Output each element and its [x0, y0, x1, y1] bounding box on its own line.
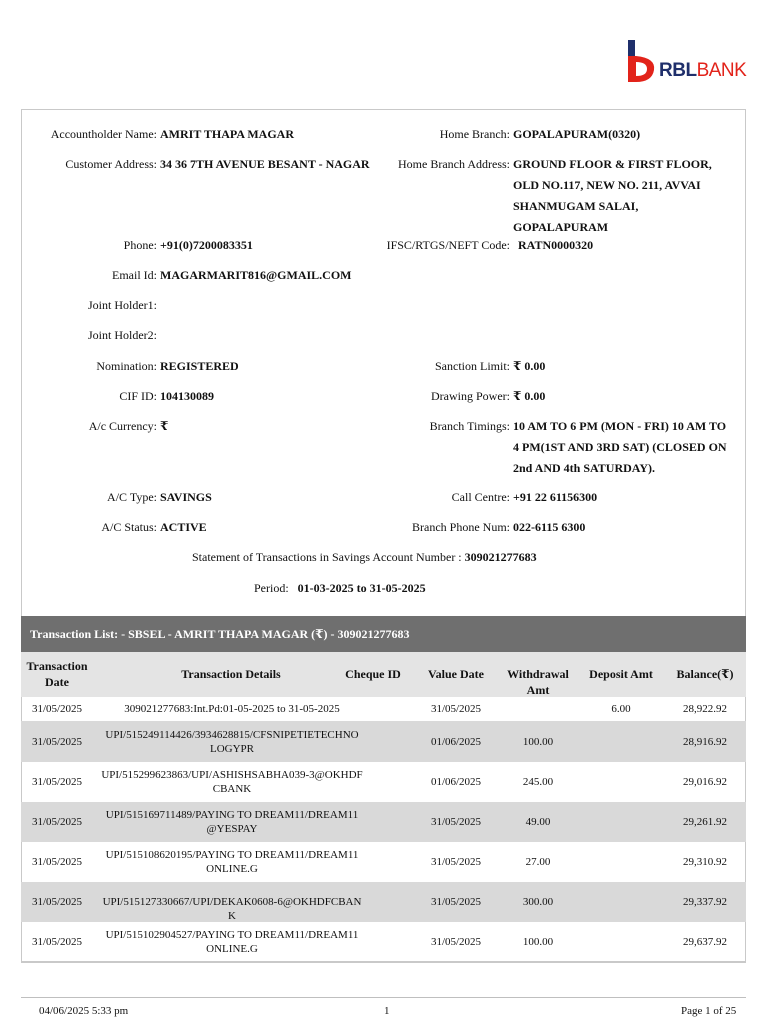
nomination-label: Nomination:: [96, 359, 157, 373]
footer-page-of: Page 1 of 25: [681, 1005, 737, 1017]
cell-withdrawal: 27.00: [525, 856, 551, 868]
cell-deposit: 6.00: [611, 703, 631, 715]
period-line: [254, 578, 426, 598]
cell-balance: 29,261.92: [683, 816, 727, 828]
cell-details: UPI/515102904527/PAYING TO DREAM11/DREAM11 ONLINE.G: [105, 929, 359, 955]
footer-timestamp: 04/06/2025 5:33 pm: [39, 1005, 129, 1017]
cell-details: UPI/515127330667/UPI/DEKAK0608-6@OKHDFCBAN K: [102, 896, 362, 922]
table-row: [21, 882, 746, 922]
cell-balance: 29,337.92: [683, 896, 727, 908]
statement-account-number: 309021277683: [464, 550, 537, 564]
table-row: [21, 802, 746, 842]
transaction-table-header: [21, 652, 746, 697]
call-centre-row: [0, 487, 768, 509]
cell-value-date: 01/06/2025: [430, 776, 482, 788]
holder-label: Accountholder Name:: [50, 127, 157, 141]
footer-divider: [21, 997, 746, 998]
table-row: [21, 762, 746, 802]
ac-status-label: A/C Status:: [101, 520, 157, 534]
branch-phone-label: Branch Phone Num:: [412, 520, 510, 534]
header-cheque-id: Cheque ID: [345, 667, 401, 681]
home-branch-row: [0, 124, 768, 146]
cell-withdrawal: 49.00: [525, 816, 551, 828]
cell-details: UPI/515169711489/PAYING TO DREAM11/DREAM11 @YESPAY: [105, 809, 359, 835]
table-row: [21, 697, 746, 721]
ifsc-value: RATN0000320: [518, 238, 594, 252]
cell-balance: 29,016.92: [683, 776, 727, 788]
email-label: Email Id:: [112, 268, 157, 282]
cell-details: 309021277683:Int.Pd:01-05-2025 to 31-05-2025: [124, 703, 340, 715]
table-row: [21, 842, 746, 882]
branch-address-label: Home Branch Address:: [398, 157, 510, 171]
joint-holder1-label: Joint Holder1:: [88, 298, 157, 312]
timings-label: Branch Timings:: [429, 419, 510, 433]
phone-value: +91(0)7200083351: [160, 238, 253, 252]
ac-status-value: ACTIVE: [160, 520, 207, 534]
header-value-date: Value Date: [428, 667, 484, 681]
branch-phone-value: 022-6115 6300: [513, 520, 586, 534]
cell-withdrawal: 245.00: [522, 776, 554, 788]
branch-phone-row: [0, 517, 768, 539]
rbl-bank-logo: [626, 38, 756, 88]
call-centre-label: Call Centre:: [451, 490, 510, 504]
cell-balance: 28,922.92: [683, 703, 727, 715]
period-label: Period:: [254, 581, 289, 595]
email-row: [0, 265, 768, 287]
cell-value-date: 31/05/2025: [430, 896, 482, 908]
cell-date: 31/05/2025: [31, 735, 83, 748]
home-branch-label: Home Branch:: [439, 127, 510, 141]
address-label: Customer Address:: [65, 157, 157, 171]
sanction-label: Sanction Limit:: [435, 359, 510, 373]
call-centre-value: +91 22 61156300: [513, 490, 598, 504]
joint-holder2-row: [0, 325, 768, 347]
ac-type-label: A/C Type:: [107, 490, 157, 504]
cell-withdrawal: 100.00: [522, 735, 554, 748]
cell-value-date: 31/05/2025: [430, 936, 482, 948]
sanction-row: [0, 356, 768, 378]
ac-type-value: SAVINGS: [160, 490, 212, 504]
cell-details: UPI/515108620195/PAYING TO DREAM11/DREAM11 ONLINE.G: [105, 849, 359, 875]
cell-balance: 29,310.92: [683, 856, 727, 868]
cif-label: CIF ID:: [119, 389, 157, 403]
cell-date: 31/05/2025: [31, 936, 83, 948]
header-deposit-amt: Deposit Amt: [589, 667, 653, 681]
drawing-label: Drawing Power:: [431, 389, 510, 403]
address-value: 34 36 7TH AVENUE BESANT - NAGAR: [160, 157, 370, 171]
cell-date: 31/05/2025: [31, 856, 83, 868]
cell-withdrawal: 100.00: [522, 936, 554, 948]
joint-holder1-row: [0, 295, 768, 317]
holder-value: AMRIT THAPA MAGAR: [160, 127, 295, 141]
cell-value-date: 31/05/2025: [430, 856, 482, 868]
table-row: [21, 721, 746, 762]
branch-address-row: [0, 154, 768, 234]
header-transaction-details: Transaction Details: [181, 667, 281, 681]
logo-rbl-text: RBL: [659, 60, 697, 81]
period-value: 01-03-2025 to 31-05-2025: [297, 581, 426, 595]
drawing-row: [0, 386, 768, 408]
header-transaction-date: Transaction Date: [26, 659, 88, 689]
cell-details: UPI/515249114426/3934628815/CFSNIPETIETECHNO LOGYPR: [105, 728, 359, 755]
nomination-value: REGISTERED: [160, 359, 239, 373]
cell-value-date: 01/06/2025: [430, 735, 482, 748]
table-bottom-border: [21, 962, 746, 963]
statement-line: [192, 547, 537, 567]
header-balance: Balance(₹): [676, 667, 734, 681]
footer-page-number: 1: [384, 1005, 390, 1017]
ifsc-label: IFSC/RTGS/NEFT Code:: [386, 238, 510, 252]
drawing-value: ₹ 0.00: [513, 389, 546, 403]
joint-holder2-label: Joint Holder2:: [88, 328, 157, 342]
cell-details: UPI/515299623863/UPI/ASHISHSABHA039-3@OKHDF CBANK: [101, 769, 363, 795]
statement-label: Statement of Transactions in Savings Account Number :: [192, 550, 462, 564]
cell-date: 31/05/2025: [31, 896, 83, 908]
timings-row: [0, 416, 768, 482]
home-branch-value: GOPALAPURAM(0320): [513, 127, 641, 141]
cell-withdrawal: 300.00: [522, 896, 554, 908]
logo-bank-text: BANK: [696, 60, 747, 81]
table-row: [21, 922, 746, 962]
cif-value: 104130089: [160, 389, 214, 403]
cell-date: 31/05/2025: [31, 703, 83, 715]
rbl-logo-icon: [626, 38, 658, 86]
cell-date: 31/05/2025: [31, 776, 83, 788]
cell-balance: 28,916.92: [683, 735, 727, 748]
cell-date: 31/05/2025: [31, 816, 83, 828]
cell-balance: 29,637.92: [683, 936, 727, 948]
timings-value: 10 AM TO 6 PM (MON - FRI) 10 AM TO 4 PM(1ST AND 3RD SAT) (CLOSED ON 2nd AND 4th SATURDAY).: [513, 419, 727, 475]
sanction-value: ₹ 0.00: [513, 359, 546, 373]
branch-address-value: GROUND FLOOR & FIRST FLOOR, OLD NO.117, NEW NO. 211, AVVAI SHANMUGAM SALAI, GOPALAPURAM: [513, 157, 712, 234]
email-value: MAGARMARIT816@GMAIL.COM: [160, 268, 352, 282]
phone-label: Phone:: [123, 238, 157, 252]
ifsc-row: [0, 235, 768, 257]
header-withdrawal-amt: Withdrawal Amt: [507, 667, 569, 697]
cell-value-date: 31/05/2025: [430, 703, 482, 715]
cell-value-date: 31/05/2025: [430, 816, 482, 828]
currency-value: ₹: [160, 419, 169, 433]
currency-label: A/c Currency:: [88, 419, 157, 433]
transaction-list-title: Transaction List: - SBSEL - AMRIT THAPA MAGAR (₹) - 309021277683: [21, 616, 746, 652]
